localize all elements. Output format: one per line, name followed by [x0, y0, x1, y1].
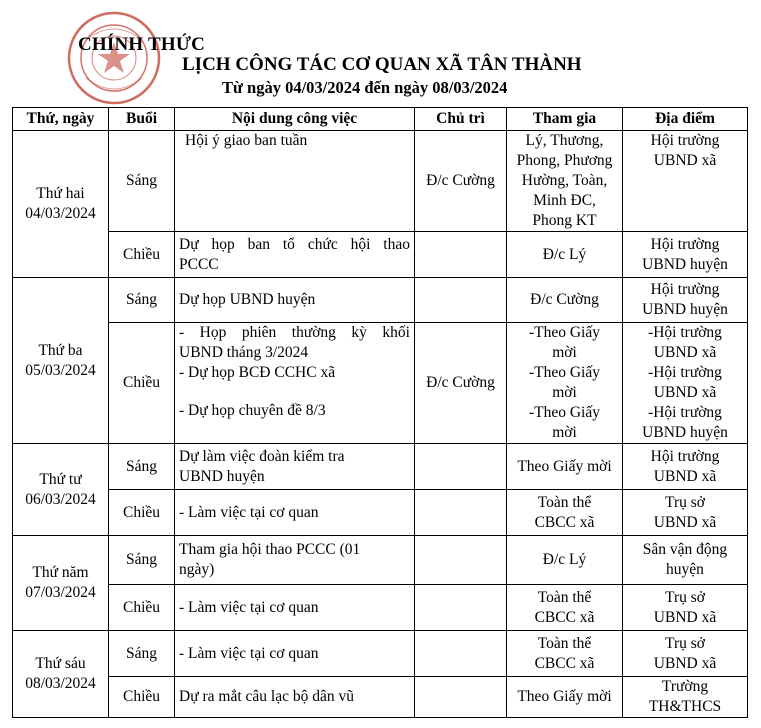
participants-cell [507, 278, 623, 323]
schedule-table [12, 107, 748, 718]
location-line: UBND huyện [642, 301, 728, 318]
content-line: - Làm việc tại cơ quan [179, 644, 319, 662]
day-name: Thứ ba [38, 341, 83, 359]
table-row [13, 677, 748, 718]
session-cell: Sáng [109, 536, 175, 585]
session-cell: Sáng [109, 131, 175, 232]
location-cell [623, 585, 748, 631]
location-line: Trụ sở [665, 588, 705, 606]
content-cell [175, 278, 415, 323]
location-line: -Hội trường [648, 324, 722, 341]
participant-line: mời [552, 344, 577, 361]
col-header-content: Nội dung công việc [175, 108, 415, 131]
content-line: UBND huyện [179, 467, 265, 485]
content-line: - Họp phiên thường kỳ khối [179, 324, 410, 341]
content-cell [175, 232, 415, 278]
location-cell [623, 323, 748, 444]
location-line: UBND xã [653, 344, 717, 361]
participant-line: Đ/c Lý [542, 245, 587, 263]
content-line: - Làm việc tại cơ quan [179, 598, 319, 616]
content-line: - Làm việc tại cơ quan [179, 503, 319, 521]
participant-line: Toàn thể [537, 588, 592, 606]
participants-cell [507, 444, 623, 490]
location-line: UBND xã [653, 467, 717, 485]
session-cell: Chiều [109, 585, 175, 631]
content-cell [175, 536, 415, 585]
content-cell [175, 677, 415, 718]
table-row [13, 585, 748, 631]
participant-line: Minh ĐC, [533, 192, 596, 209]
content-cell [175, 631, 415, 677]
content-line [179, 383, 410, 401]
participant-line: -Theo Giấy [528, 364, 600, 381]
participant-line: Toàn thể [537, 493, 592, 511]
host-cell [415, 232, 507, 278]
location-cell [623, 631, 748, 677]
participants-cell [507, 631, 623, 677]
day-cell [13, 631, 109, 718]
day-date: 05/03/2024 [25, 361, 96, 379]
location-cell [623, 444, 748, 490]
table-row [13, 232, 748, 278]
location-line: huyện [666, 561, 704, 578]
host-cell: Đ/c Cường [415, 323, 507, 444]
participants-cell [507, 585, 623, 631]
day-name: Thứ tư [39, 470, 82, 488]
table-row [13, 444, 748, 490]
location-line: Hội trường [650, 447, 720, 465]
day-date: 06/03/2024 [25, 490, 96, 508]
content-cell [175, 131, 415, 232]
location-line: Hội trường [650, 235, 720, 253]
participant-line: Theo Giấy mời [517, 688, 612, 705]
col-header-day: Thứ, ngày [13, 108, 109, 131]
content-cell [175, 490, 415, 536]
location-line: UBND xã [653, 513, 717, 531]
location-cell [623, 131, 748, 232]
day-cell [13, 278, 109, 444]
participant-line: mời [552, 424, 577, 441]
content-line: UBND tháng 3/2024 [179, 344, 309, 361]
participants-cell [507, 131, 623, 232]
table-row [13, 490, 748, 536]
content-line: Dự họp UBND huyện [179, 291, 316, 308]
host-cell [415, 585, 507, 631]
participant-line: Đ/c Cường [530, 291, 599, 308]
day-cell [13, 131, 109, 278]
session-cell: Chiều [109, 490, 175, 536]
day-name: Thứ sáu [35, 655, 86, 672]
location-cell [623, 677, 748, 718]
content-line: Hội ý giao ban tuần [185, 132, 308, 149]
location-line: UBND huyện [642, 424, 728, 441]
participants-cell [507, 677, 623, 718]
location-line: Sân vận động [642, 541, 728, 558]
session-cell: Sáng [109, 631, 175, 677]
host-cell [415, 444, 507, 490]
participants-cell [507, 536, 623, 585]
session-cell: Chiều [109, 323, 175, 444]
participant-line: mời [552, 384, 577, 401]
content-line: ngày) [179, 561, 215, 578]
content-line: PCCC [179, 255, 219, 273]
participants-cell [507, 490, 623, 536]
day-cell [13, 536, 109, 631]
day-name: Thứ hai [36, 185, 85, 202]
participant-line: CBCC xã [534, 513, 595, 531]
location-line: Hội trường [650, 132, 720, 149]
content-line: Tham gia hội thao PCCC (01 [179, 541, 361, 558]
participant-line: CBCC xã [534, 654, 595, 672]
table-row [13, 323, 748, 444]
location-line: Trụ sở [665, 634, 705, 652]
location-line: Trường [661, 678, 709, 695]
day-cell [13, 444, 109, 536]
day-date: 04/03/2024 [25, 205, 96, 222]
location-line: UBND huyện [642, 255, 728, 273]
location-line: Trụ sở [665, 493, 705, 511]
session-cell: Sáng [109, 278, 175, 323]
header-row [13, 108, 748, 131]
location-line: UBND xã [653, 654, 717, 672]
location-line: UBND xã [653, 608, 717, 626]
host-cell [415, 677, 507, 718]
session-cell: Chiều [109, 232, 175, 278]
host-cell: Đ/c Cường [415, 131, 507, 232]
content-cell [175, 323, 415, 444]
location-line: -Hội trường [648, 364, 722, 381]
location-line: TH&THCS [648, 698, 722, 715]
host-cell [415, 490, 507, 536]
participant-line: Hường, Toàn, [521, 172, 608, 189]
location-cell [623, 490, 748, 536]
location-line: UBND xã [653, 152, 717, 169]
col-header-location: Địa điểm [623, 108, 748, 131]
participant-line: -Theo Giấy [528, 324, 600, 341]
location-cell [623, 536, 748, 585]
participant-line: Theo Giấy mời [517, 457, 612, 475]
participants-cell [507, 232, 623, 278]
table-row [13, 131, 748, 232]
day-date: 07/03/2024 [25, 584, 96, 601]
content-line: Dự ra mắt câu lạc bộ dân vũ [179, 688, 354, 705]
participant-line: Lý, Thương, [525, 132, 604, 149]
participant-line: -Theo Giấy [528, 404, 600, 421]
official-stamp-label: CHÍNH THỨC [78, 34, 206, 55]
session-cell: Sáng [109, 444, 175, 490]
participant-line: CBCC xã [534, 608, 595, 626]
day-name: Thứ năm [32, 564, 89, 581]
col-header-host: Chủ trì [415, 108, 507, 131]
participants-cell [507, 323, 623, 444]
content-line: - Dự họp BCĐ CCHC xã [179, 364, 336, 381]
table-row [13, 278, 748, 323]
host-cell [415, 631, 507, 677]
location-line: -Hội trường [648, 404, 722, 421]
page-title: LỊCH CÔNG TÁC CƠ QUAN XÃ TÂN THÀNH [182, 54, 582, 75]
participant-line: Phong, Phương [516, 152, 613, 169]
page-subtitle: Từ ngày 04/03/2024 đến ngày 08/03/2024 [222, 78, 508, 97]
participant-line: Phong KT [532, 212, 597, 229]
day-date: 08/03/2024 [25, 675, 96, 692]
content-line: - Dự họp chuyên đề 8/3 [179, 402, 326, 419]
location-line: UBND xã [653, 384, 717, 401]
content-line: Dự họp ban tổ chức hội thao [179, 235, 410, 253]
location-cell [623, 278, 748, 323]
host-cell [415, 536, 507, 585]
participant-line: Toàn thể [537, 634, 592, 652]
session-cell: Chiều [109, 677, 175, 718]
content-cell [175, 585, 415, 631]
host-cell [415, 278, 507, 323]
location-cell [623, 232, 748, 278]
table-row [13, 536, 748, 585]
red-seal-icon [66, 10, 162, 106]
col-header-participants: Tham gia [507, 108, 623, 131]
col-header-session: Buổi [109, 108, 175, 131]
location-line: Hội trường [650, 281, 720, 298]
content-line: Dự làm việc đoàn kiểm tra [179, 447, 345, 465]
participant-line: Đ/c Lý [542, 551, 587, 568]
table-row [13, 631, 748, 677]
content-cell [175, 444, 415, 490]
